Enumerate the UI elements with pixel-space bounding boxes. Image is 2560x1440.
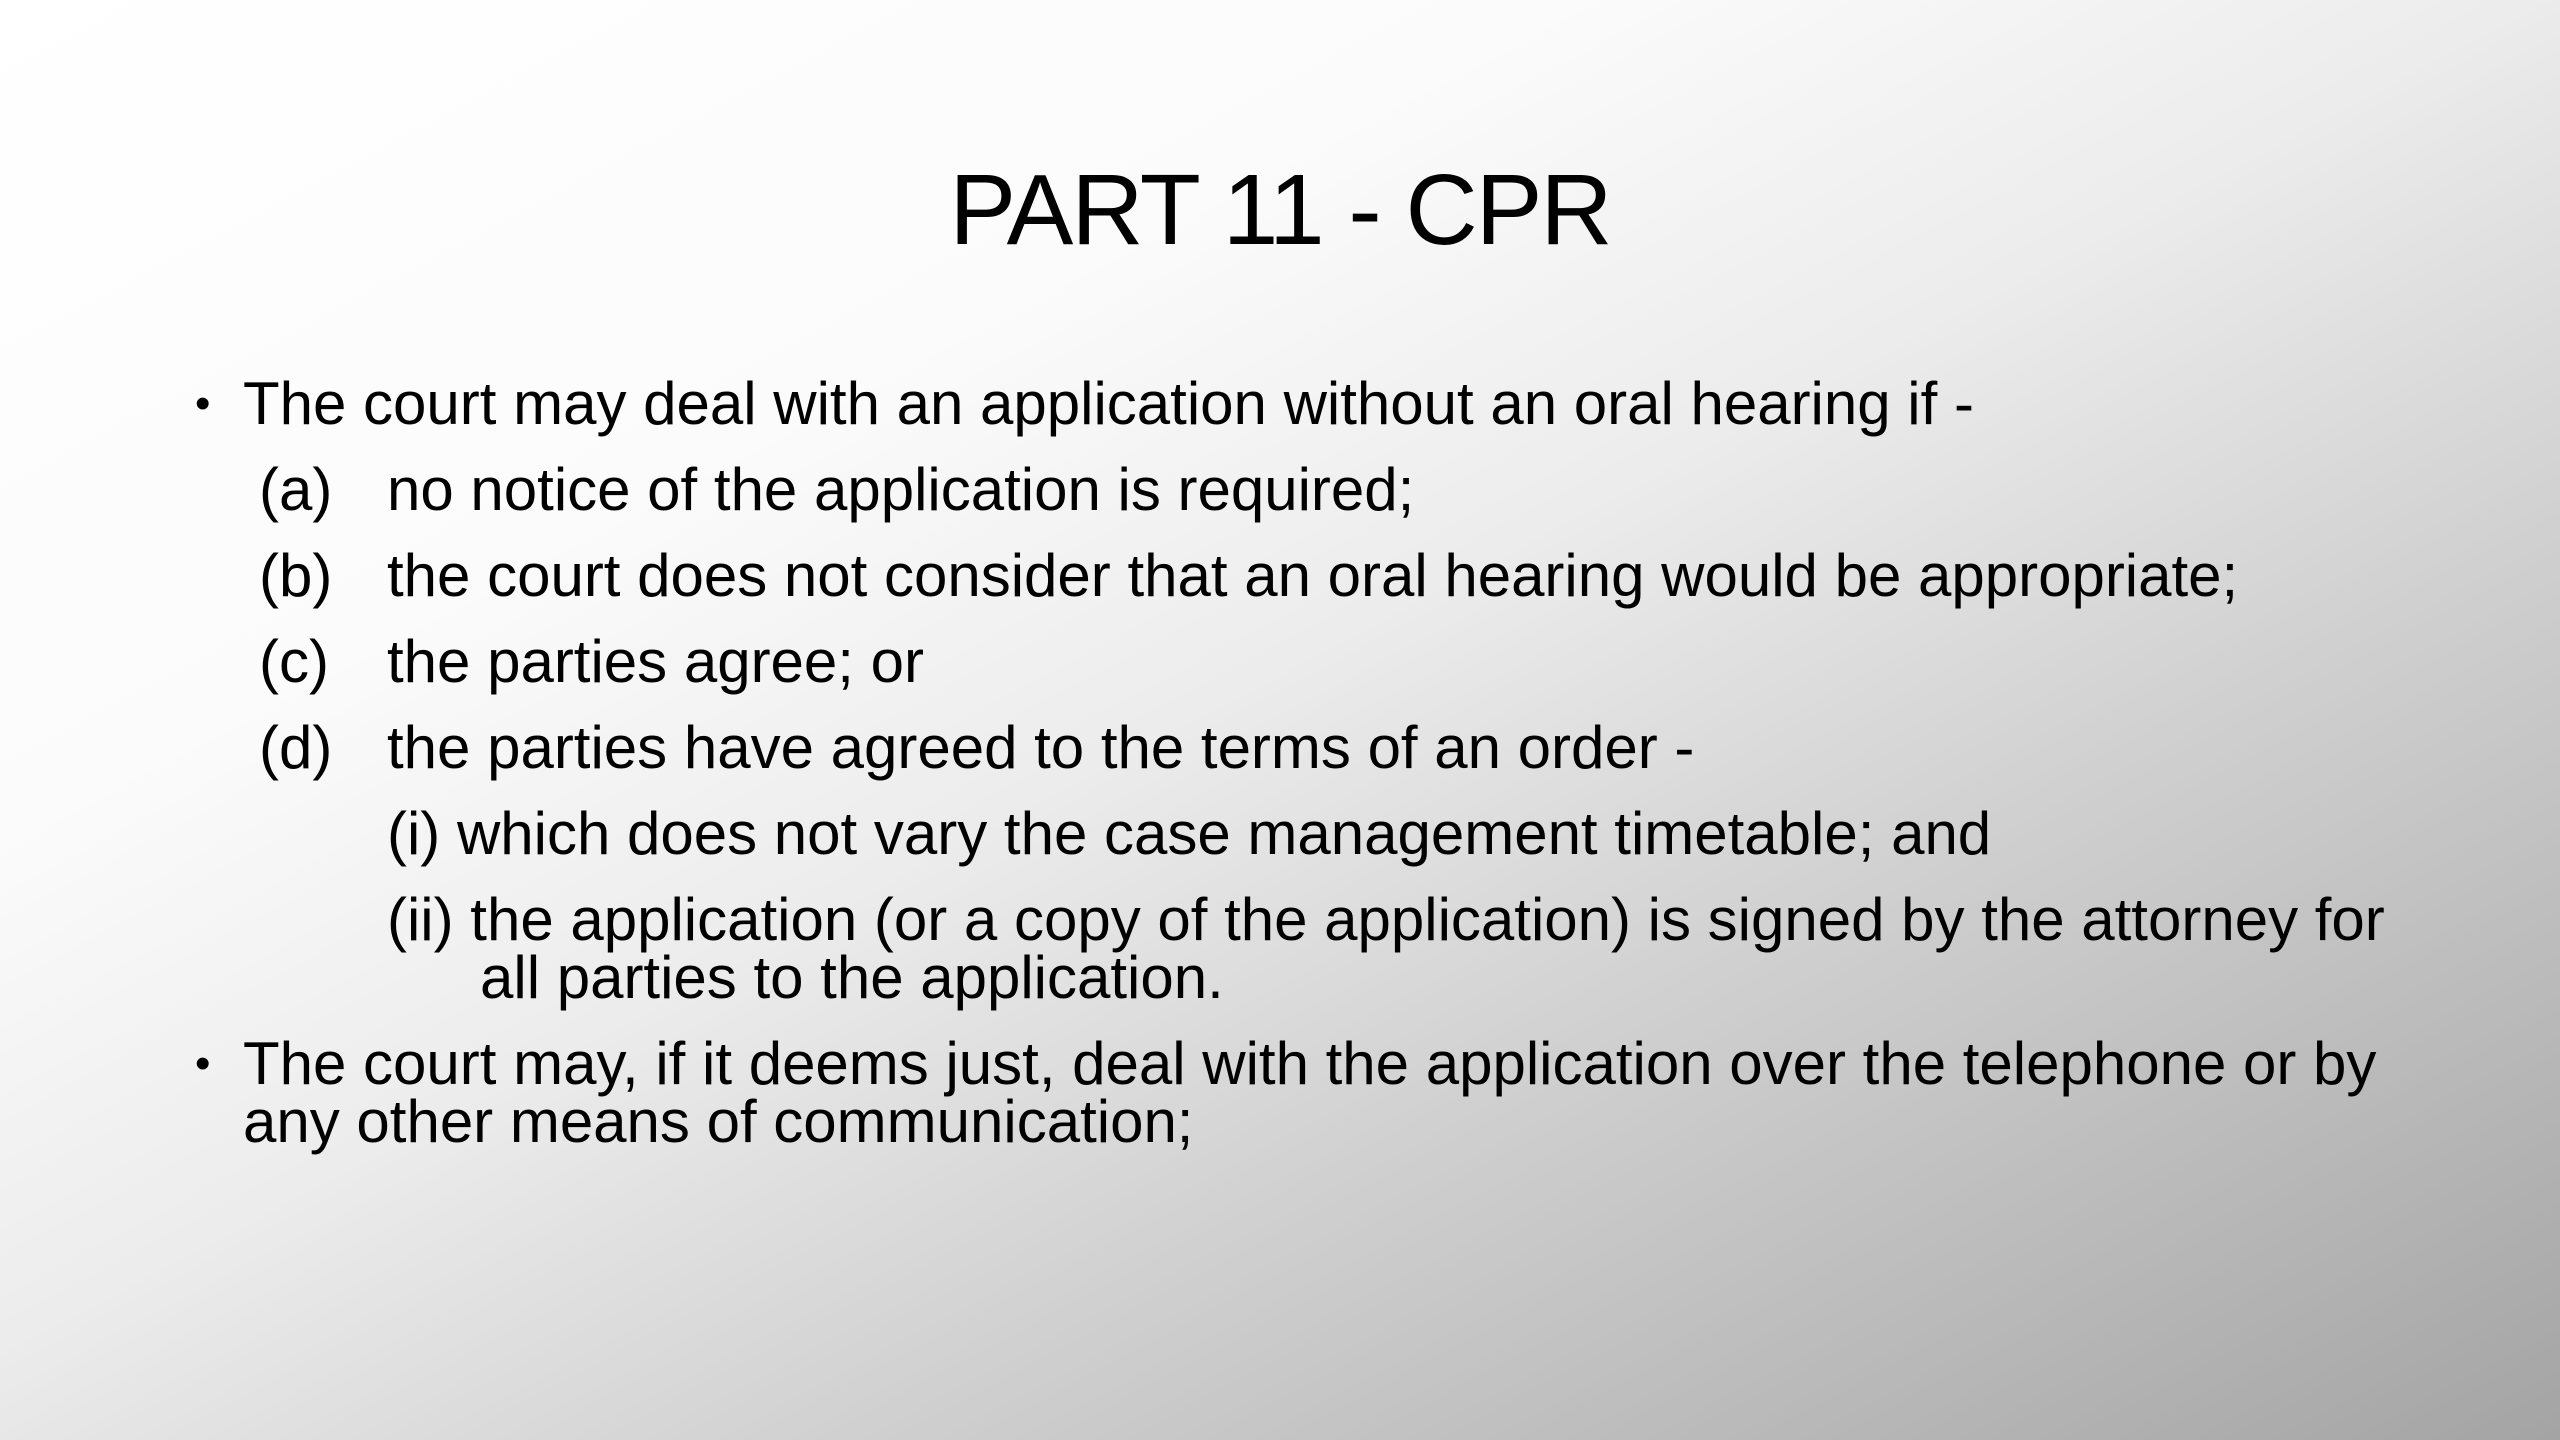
list-item-b [195,542,2415,609]
item-text: no notice of the application is required; [387,456,1415,523]
item-text: the court does not consider that an oral hearing would be appropriate; [387,542,2239,609]
slide-title: PART 11 - CPR [949,154,1611,266]
bullet-text: The court may, if it deems just, deal with the application over the telephone or by any other means of communication; [243,1030,2377,1155]
sub-item-i [195,800,2415,867]
sub-item-text: (i) which does not vary the case management timetable; and [387,800,1992,867]
list-item-d [195,714,2415,781]
bullet-item [195,1030,2415,1155]
item-label: (a) [259,456,333,523]
item-label: (d) [259,714,333,781]
item-text: the parties agree; or [387,628,924,695]
item-label: (b) [259,542,333,609]
item-label: (c) [259,628,329,695]
slide-body [195,370,2415,1179]
bullet-item [195,370,2415,437]
bullet-dot-icon: • [195,379,211,428]
sub-item-text: (ii) the application (or a copy of the application) is signed by the attorney for all parties to the application. [387,886,2385,1011]
bullet-text: The court may deal with an application without an oral hearing if - [243,370,1974,437]
list-item-a [195,456,2415,523]
list-item-c [195,628,2415,695]
item-text: the parties have agreed to the terms of an order - [387,714,1695,781]
sub-item-ii [195,886,2415,1011]
bullet-dot-icon: • [195,1039,211,1088]
